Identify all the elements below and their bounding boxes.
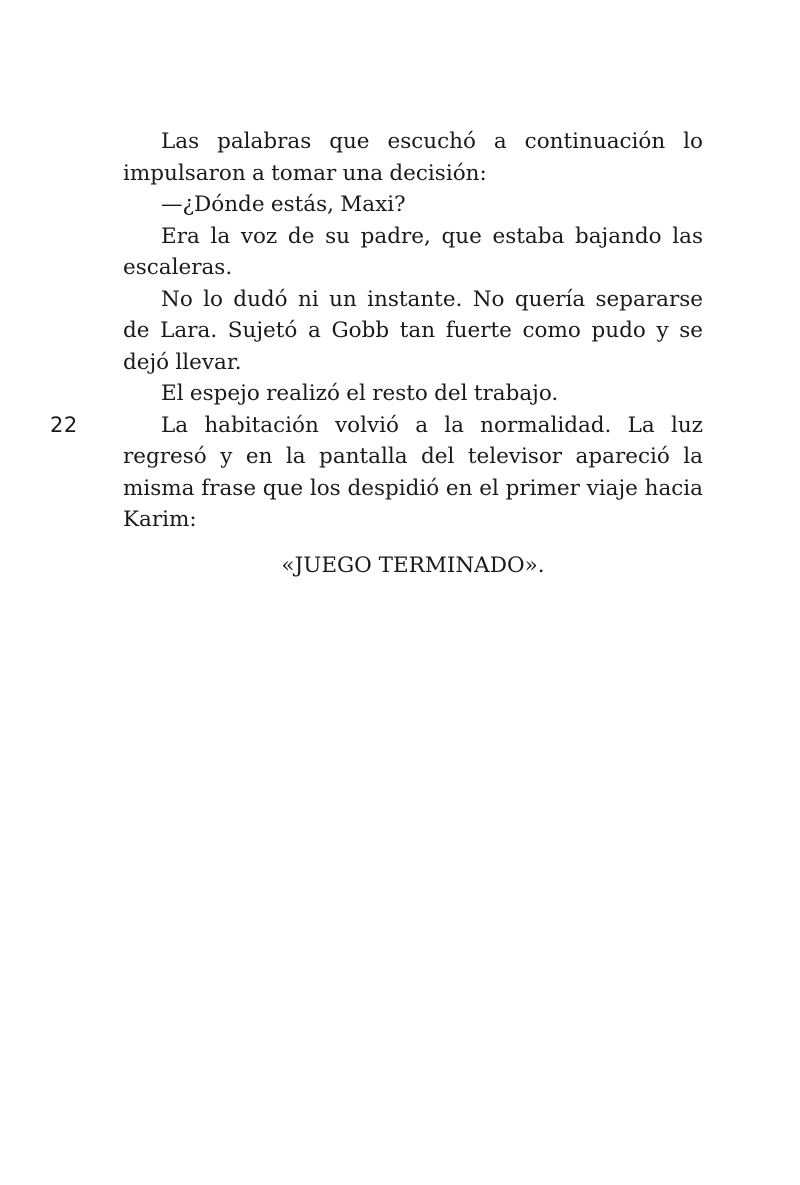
paragraph-3: Era la voz de su padre, que estaba bajando las escaleras.	[123, 223, 703, 280]
body-text	[123, 126, 703, 581]
paragraph-5: El espejo realizó el resto del trabajo.	[161, 381, 559, 406]
paragraph-2: —¿Dónde estás, Maxi?	[161, 192, 406, 217]
page-number: 22	[50, 413, 78, 437]
closing-line: «JUEGO TERMINADO».	[281, 552, 545, 578]
paragraph-6: La habitación volvió a la normalidad. La luz regresó y en la pantalla del televisor apareció la misma frase que los despidió en el primer viaje hacia Karim:	[123, 412, 703, 532]
paragraph-4: No lo dudó ni un instante. No quería separarse de Lara. Sujetó a Gobb tan fuerte como pudo y se dejó llevar.	[123, 286, 703, 375]
paragraph-1: Las palabras que escuchó a continuación lo impulsaron a tomar una decisión:	[123, 129, 703, 186]
